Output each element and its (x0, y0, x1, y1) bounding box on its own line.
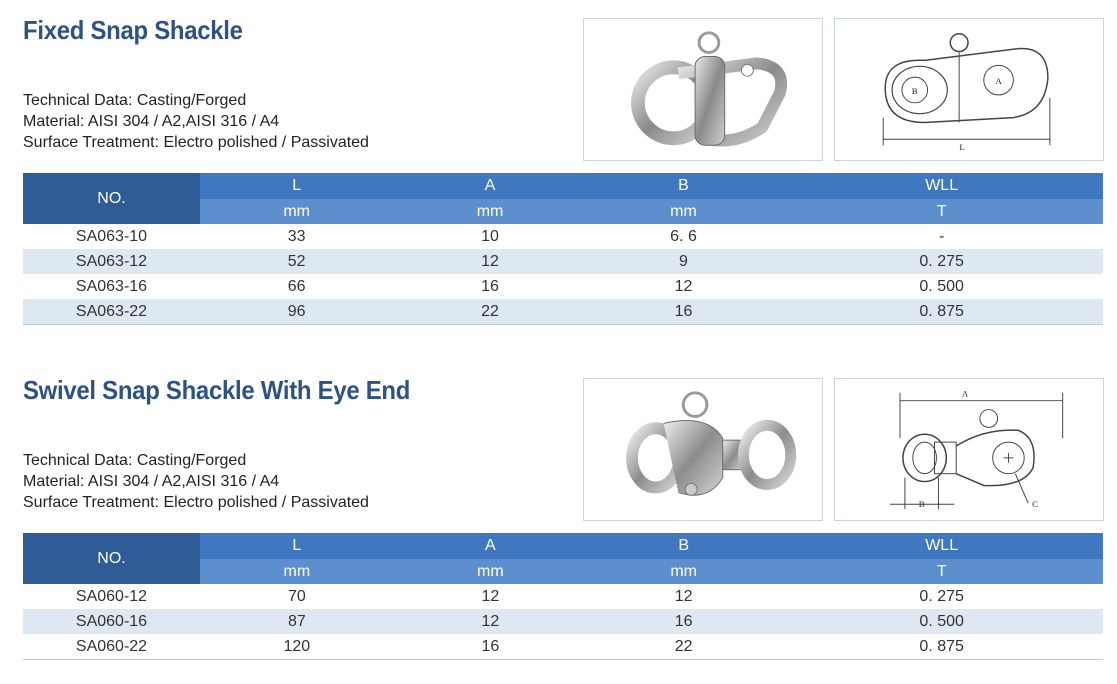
spec-material: Material: AISI 304 / A2,AISI 316 / A4 (23, 113, 280, 130)
table-row (23, 634, 1103, 660)
section-title: Swivel Snap Shackle With Eye End (23, 375, 411, 405)
cell-a: 12 (393, 249, 586, 274)
cell-b: 16 (587, 299, 781, 325)
table-header-row (23, 533, 1103, 559)
cell-wll: 0. 275 (919, 587, 964, 605)
swivel-snap-shackle-photo (584, 379, 822, 520)
column-header-wll: WLL (780, 173, 1103, 199)
column-header-l: L (200, 173, 393, 199)
column-header-wll: WLL (780, 533, 1103, 559)
unit-b: mm (587, 199, 781, 224)
cell-no: SA060-16 (23, 609, 200, 634)
cell-wll: 0. 500 (919, 277, 964, 295)
cell-wll: - (938, 227, 945, 245)
column-header-l: L (200, 533, 394, 559)
cell-wll: 0. 875 (780, 299, 1103, 325)
cell-b: 12 (674, 277, 693, 295)
unit-a: mm (394, 559, 587, 584)
cell-b: 16 (587, 609, 780, 634)
unit-a: mm (393, 199, 586, 224)
column-header-no: NO. (23, 173, 200, 224)
column-header-b: B (587, 173, 781, 199)
table-row (23, 584, 1103, 609)
cell-l: 33 (287, 227, 306, 245)
technical-specs (23, 450, 369, 513)
cell-no: SA063-10 (75, 227, 148, 245)
cell-l: 70 (287, 587, 306, 605)
specification-table (23, 533, 1103, 660)
cell-no: SA063-22 (23, 299, 200, 325)
drawing-label-l: L (959, 142, 965, 153)
cell-no: SA063-12 (23, 249, 200, 274)
table-row (23, 609, 1103, 634)
cell-a: 10 (481, 227, 499, 245)
cell-b: 12 (674, 587, 693, 605)
drawing-label-b: B (911, 85, 918, 96)
cell-b: 6. 6 (670, 227, 697, 245)
unit-b: mm (587, 559, 780, 584)
cell-wll: 0. 275 (780, 249, 1103, 274)
product-photo (583, 378, 823, 521)
drawing-label-c: C (1032, 499, 1039, 510)
unit-l: mm (200, 559, 394, 584)
cell-no: SA063-16 (75, 277, 148, 295)
cell-l: 87 (200, 609, 394, 634)
cell-a: 22 (393, 299, 586, 325)
cell-l: 52 (200, 249, 393, 274)
spec-surface-treatment: Surface Treatment: Electro polished / Passivated (23, 494, 369, 511)
cell-a: 12 (394, 609, 587, 634)
cell-l: 66 (287, 277, 306, 295)
cell-wll: 0. 500 (780, 609, 1103, 634)
swivel-snap-shackle-drawing (835, 379, 1103, 520)
column-header-a: A (393, 173, 586, 199)
drawing-label-a: A (995, 76, 1002, 87)
drawing-label-a: A (961, 388, 969, 399)
cell-b: 9 (587, 249, 781, 274)
unit-l: mm (200, 199, 393, 224)
cell-no: SA060-22 (23, 634, 200, 660)
column-header-a: A (394, 533, 587, 559)
cell-a: 16 (481, 277, 499, 295)
cell-a: 12 (481, 587, 500, 605)
column-header-b: B (587, 533, 780, 559)
cell-wll: 0. 875 (780, 634, 1103, 660)
spec-technical-data: Technical Data: Casting/Forged (23, 452, 247, 469)
cell-l: 96 (200, 299, 393, 325)
column-header-no: NO. (23, 533, 200, 584)
cell-b: 22 (587, 634, 780, 660)
spec-technical-data: Technical Data: Casting/Forged (23, 92, 247, 109)
drawing-label-b: B (918, 499, 925, 510)
cell-l: 120 (200, 634, 394, 660)
section-title: Fixed Snap Shackle (23, 15, 243, 45)
spec-surface-treatment: Surface Treatment: Electro polished / Passivated (23, 134, 369, 151)
dimension-drawing (834, 378, 1104, 521)
spec-material: Material: AISI 304 / A2,AISI 316 / A4 (23, 473, 280, 490)
unit-wll: T (780, 199, 1103, 224)
cell-a: 16 (394, 634, 587, 660)
unit-wll: T (780, 559, 1103, 584)
cell-no: SA060-12 (75, 587, 148, 605)
